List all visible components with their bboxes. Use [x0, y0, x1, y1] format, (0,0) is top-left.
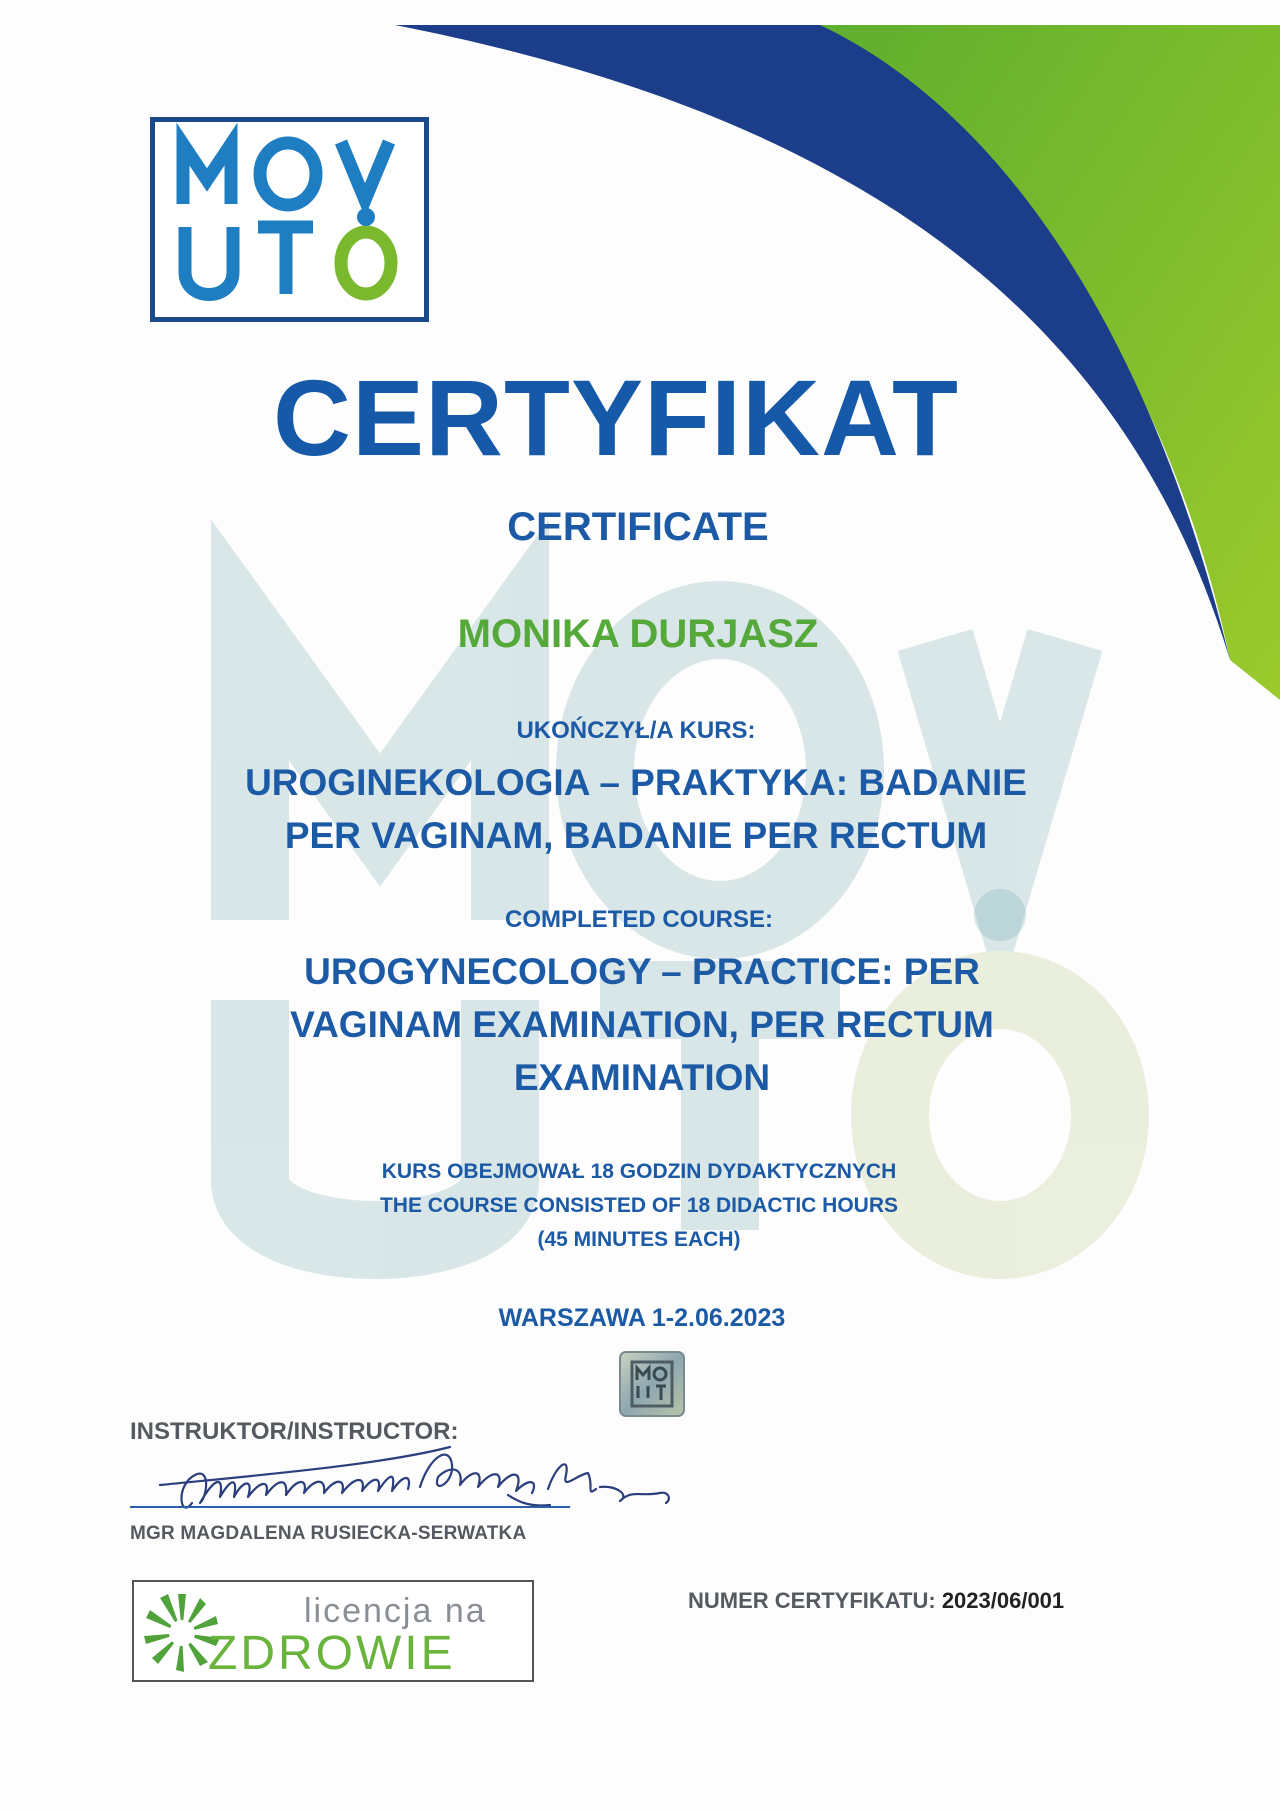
course-label-pl: UKOŃCZYŁ/A KURS: — [516, 717, 756, 744]
certificate-number-value: 2023/06/001 — [941, 1588, 1065, 1613]
hologram-seal-icon — [618, 1350, 686, 1418]
course-hours-pl: KURS OBEJMOWAŁ 18 GODZIN DYDAKTYCZNYCH — [381, 1160, 897, 1183]
signature — [120, 1425, 740, 1525]
instructor-label: INSTRUKTOR/INSTRUCTOR: — [130, 1418, 459, 1445]
movuto-logo — [150, 117, 429, 322]
certificate-subtitle: CERTIFICATE — [507, 505, 769, 549]
course-hours-en: THE COURSE CONSISTED OF 18 DIDACTIC HOURS — [379, 1194, 899, 1217]
signature-line — [130, 1506, 570, 1508]
date-place: WARSZAWA 1-2.06.2023 — [498, 1304, 786, 1332]
instructor-name: MGR MAGDALENA RUSIECKA-SERWATKA — [130, 1523, 527, 1544]
recipient-name: MONIKA DURJASZ — [457, 612, 819, 656]
course-title-en-line1: UROGYNECOLOGY – PRACTICE: PER — [304, 951, 980, 992]
course-hours — [0, 1155, 1279, 1257]
course-label-en: COMPLETED COURSE: — [504, 906, 773, 933]
certificate-number-label: NUMER CERTYFIKATU: — [688, 1588, 936, 1613]
course-title-en — [2, 945, 1280, 1104]
license-logo — [132, 1580, 534, 1682]
license-top-text: licencja na — [304, 1592, 487, 1630]
course-title-en-line3: EXAMINATION — [513, 1057, 771, 1098]
certificate-number — [688, 1588, 1064, 1614]
license-big-text: ZDROWIE — [208, 1627, 456, 1680]
course-title-en-line2: VAGINAM EXAMINATION, PER RECTUM — [290, 1004, 994, 1045]
certificate-title: CERTYFIKAT — [273, 357, 959, 478]
course-title-pl-line1: UROGINEKOLOGIA – PRAKTYKA: BADANIE — [245, 762, 1027, 803]
course-title-pl — [0, 756, 1276, 862]
course-hours-note: (45 MINUTES EACH) — [537, 1228, 741, 1251]
course-title-pl-line2: PER VAGINAM, BADANIE PER RECTUM — [284, 815, 988, 856]
